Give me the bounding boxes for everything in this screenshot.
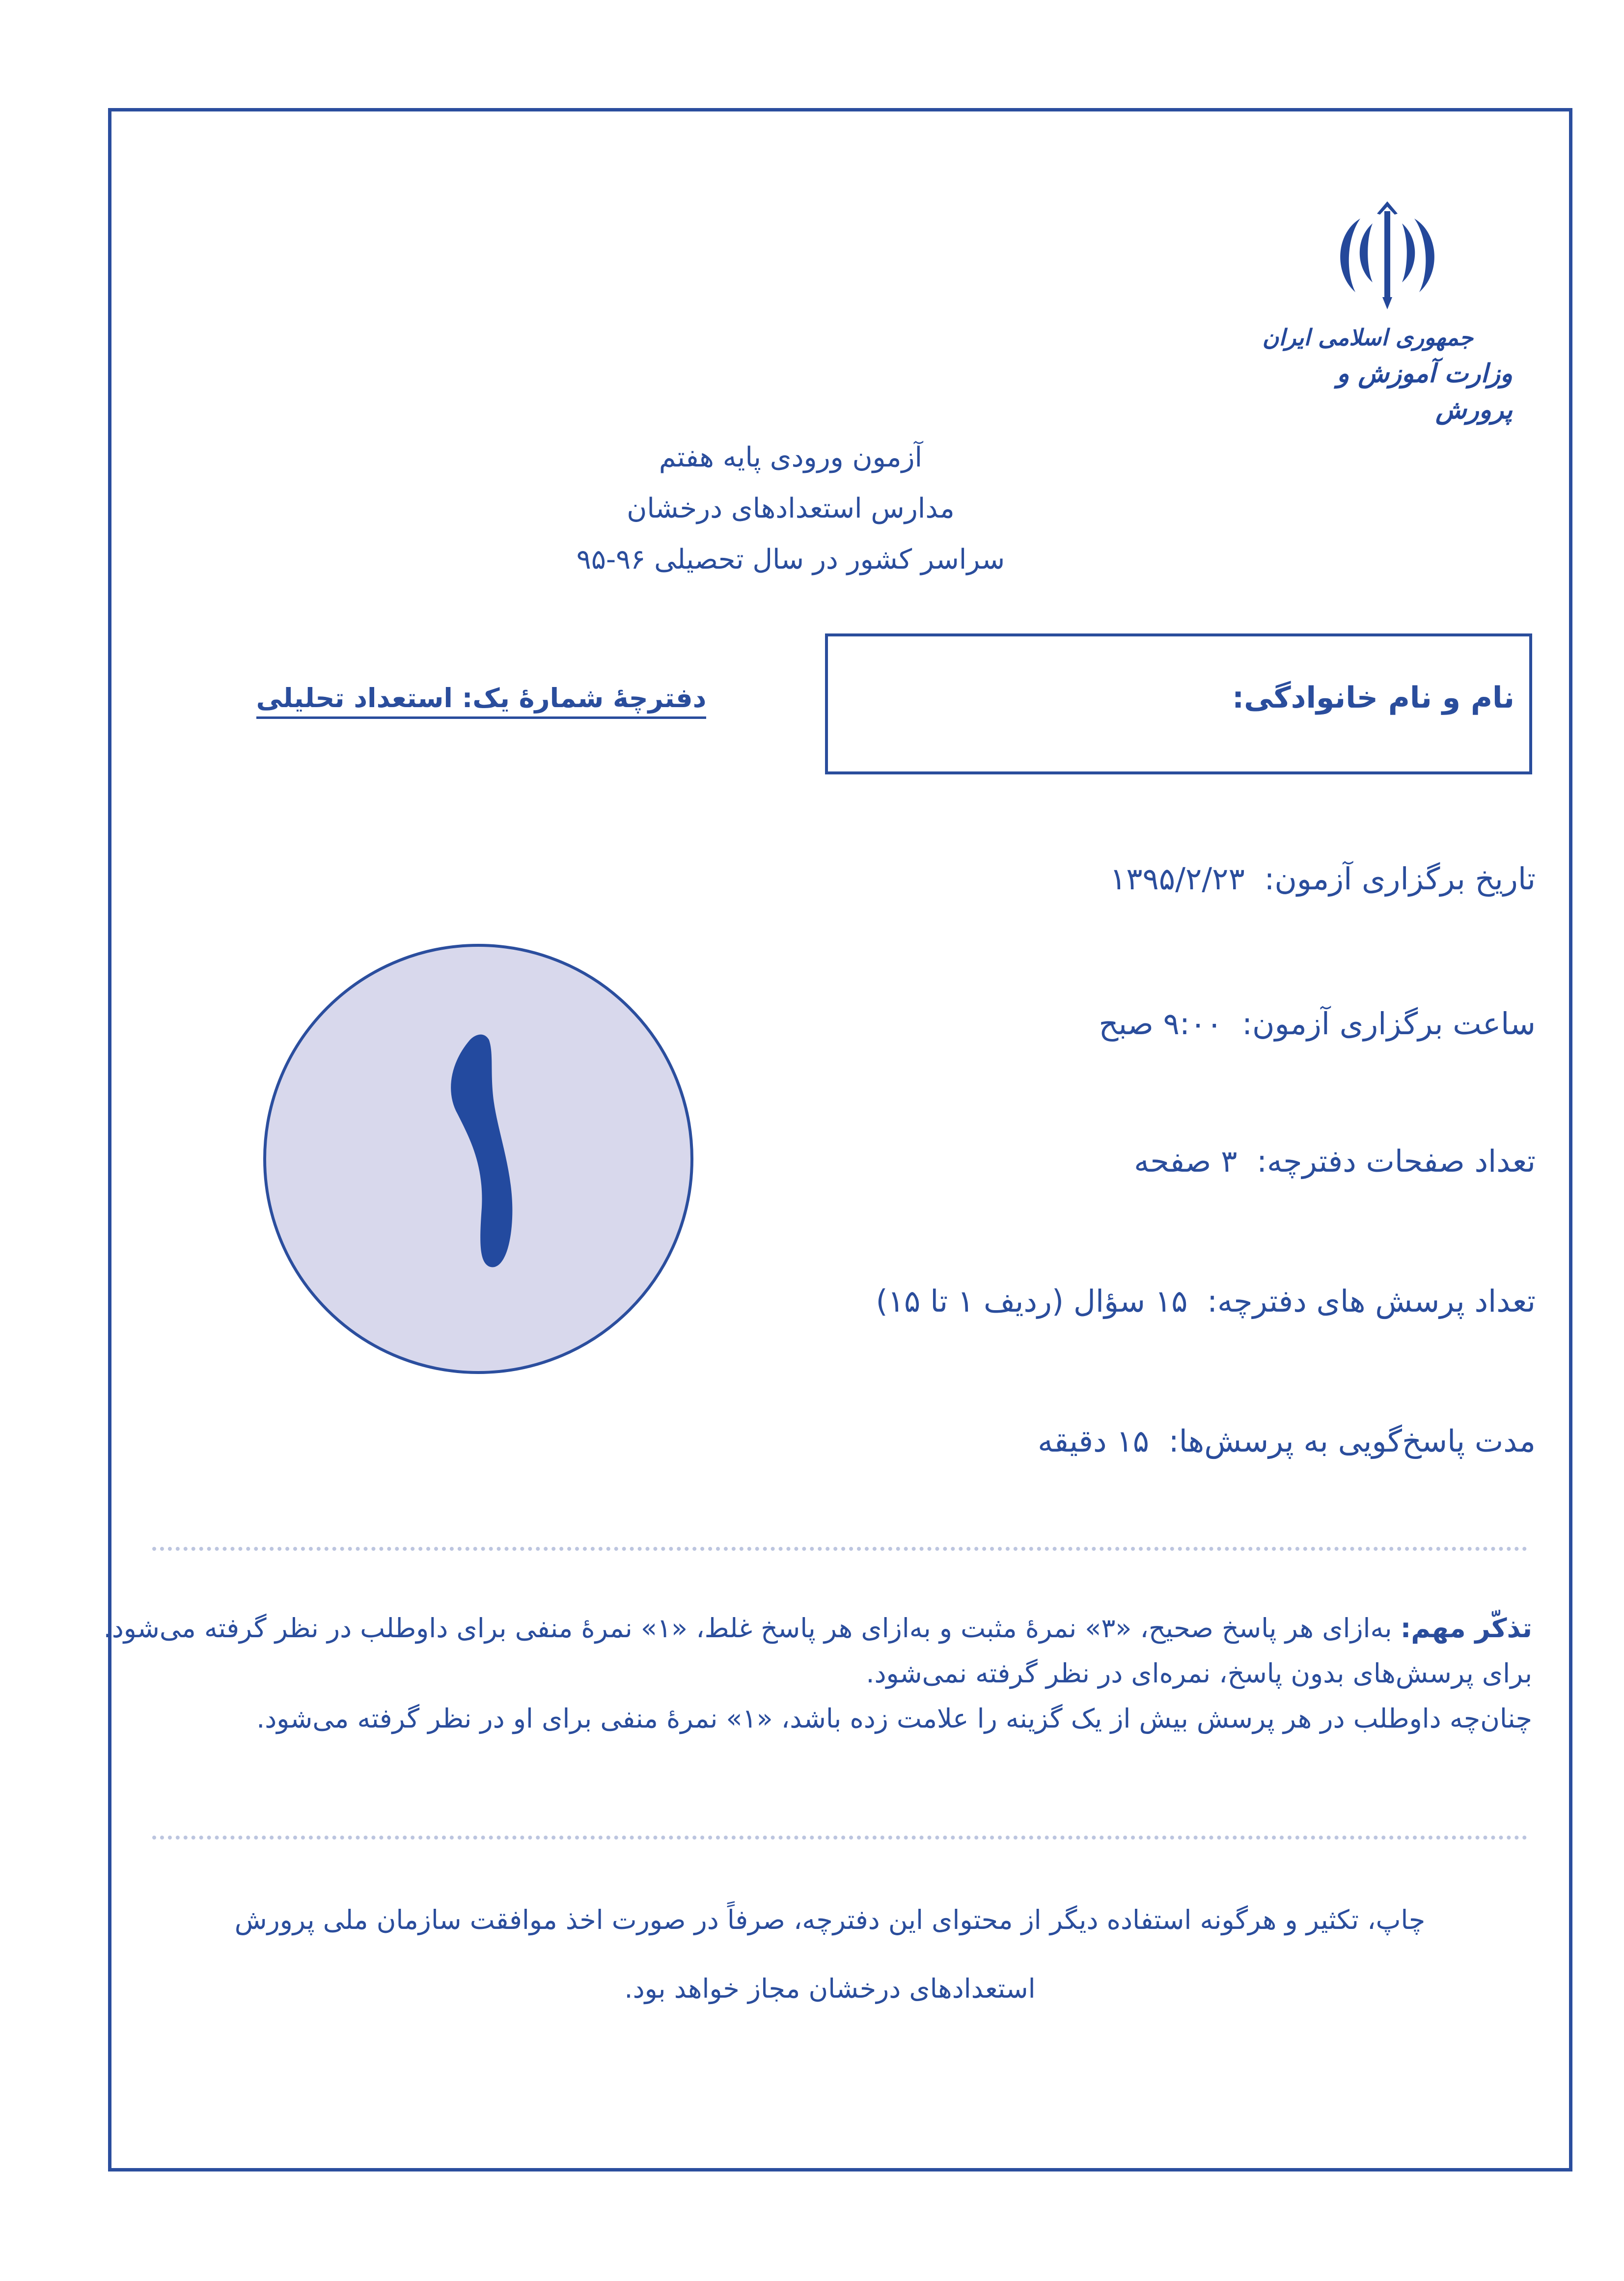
name-field-label: نام و نام خانوادگی: (1232, 681, 1514, 715)
info-page-count (1134, 1142, 1536, 1181)
copyright-line-1: چاپ، تکثیر و هرگونه استفاده دیگر از محتوای این دفترچه، صرفاً در صورت اخذ موافقت سازمان ملی پرورش (234, 1904, 1426, 1935)
info-duration-label: مدت پاسخ‌گویی به پرسش‌ها: (1168, 1423, 1536, 1459)
info-exam-date (1110, 859, 1536, 899)
booklet-number-badge (263, 944, 693, 1374)
info-exam-time (1099, 1004, 1536, 1044)
info-question-count (876, 1282, 1536, 1321)
exam-title-line-3: سراسر کشور در سال تحصیلی ۹۶-۹۵ (576, 544, 1005, 576)
name-field[interactable] (825, 633, 1532, 774)
copyright-line-2: استعدادهای درخشان مجاز خواهد بود. (624, 1973, 1036, 2004)
republic-name: جمهوری اسلامی ایران (1262, 324, 1473, 351)
info-exam-date-label: تاریخ برگزاری آزمون: (1264, 861, 1536, 897)
info-duration (1038, 1422, 1536, 1461)
info-question-count-value: ۱۵ سؤال (ردیف ۱ تا ۱۵) (876, 1283, 1188, 1319)
dotted-divider-bottom (152, 1836, 1527, 1840)
info-page-count-label: تعداد صفحات دفترچه: (1257, 1143, 1536, 1179)
notes-title: تذکّر مهم: (1400, 1613, 1532, 1644)
info-page-count-value: ۳ صفحه (1134, 1143, 1238, 1179)
info-exam-date-value: ۱۳۹۵/۲/۲۳ (1109, 861, 1245, 897)
notes-line-2: برای پرسش‌های بدون پاسخ، نمره‌ای در نظر گرفته نمی‌شود. (866, 1658, 1532, 1689)
info-exam-time-value: ۹:۰۰ صبح (1099, 1006, 1223, 1042)
exam-title-line-1: آزمون ورودی پایه هفتم (659, 441, 923, 473)
notes-line-1-text: به‌ازای هر پاسخ صحیح، «۳» نمرهٔ مثبت و به‌ازای هر پاسخ غلط، «۱» نمرهٔ منفی برای داوطلب در نظر گرفته می‌شود. (103, 1613, 1392, 1644)
exam-title-line-2: مدارس استعدادهای درخشان (627, 493, 955, 524)
info-exam-time-label: ساعت برگزاری آزمون: (1242, 1006, 1536, 1042)
dotted-divider-top (152, 1547, 1527, 1551)
important-notes (103, 1606, 1532, 1741)
info-duration-value: ۱۵ دقیقه (1038, 1423, 1149, 1459)
ministry-name: وزارت آموزش و پرورش (1337, 358, 1513, 425)
booklet-title (255, 683, 707, 714)
exam-title (570, 432, 1012, 585)
iran-emblem-icon (1326, 199, 1449, 312)
booklet-title-text: دفترچهٔ شمارهٔ یک: استعداد تحلیلی (256, 683, 707, 719)
copyright-notice (167, 1886, 1493, 2023)
notes-line-1 (103, 1606, 1532, 1651)
info-question-count-label: تعداد پرسش های دفترچه: (1207, 1283, 1536, 1319)
ministry-header (1257, 319, 1513, 428)
notes-line-3: چنان‌چه داوطلب در هر پرسش بیش از یک گزینه را علامت زده باشد، «۱» نمرهٔ منفی برای او در نظر گرفته می‌شود. (256, 1703, 1532, 1734)
